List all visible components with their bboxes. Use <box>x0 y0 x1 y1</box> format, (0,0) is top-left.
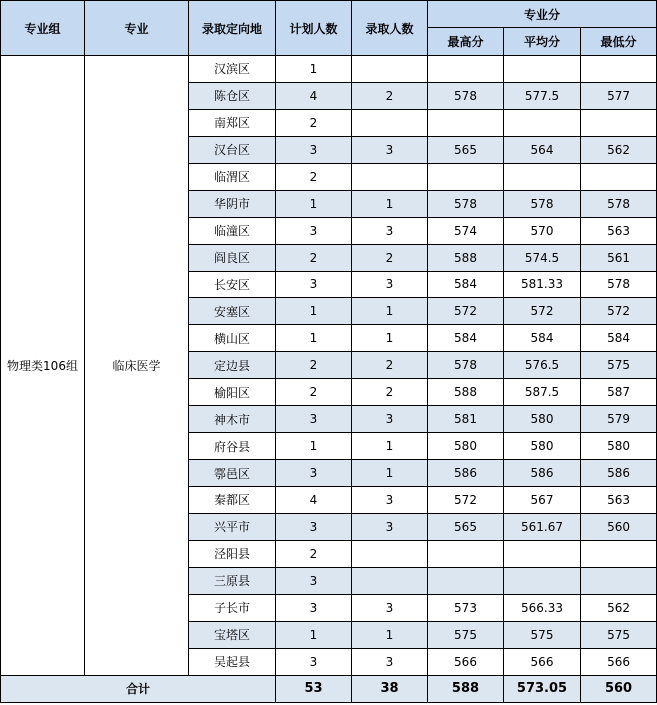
avg-cell: 580 <box>504 406 581 433</box>
planned-cell: 3 <box>276 513 352 540</box>
avg-cell <box>504 540 581 567</box>
max-cell: 586 <box>428 460 504 487</box>
avg-cell: 586 <box>504 460 581 487</box>
planned-cell: 1 <box>276 190 352 217</box>
planned-cell: 3 <box>276 271 352 298</box>
admitted-cell: 3 <box>352 487 428 514</box>
admitted-cell: 2 <box>352 352 428 379</box>
admitted-cell <box>352 109 428 136</box>
admitted-cell: 3 <box>352 136 428 163</box>
max-cell: 572 <box>428 487 504 514</box>
planned-cell: 3 <box>276 567 352 594</box>
district-cell: 宝塔区 <box>189 621 276 648</box>
district-cell: 子长市 <box>189 594 276 621</box>
avg-cell <box>504 567 581 594</box>
admitted-cell <box>352 56 428 83</box>
district-cell: 府谷县 <box>189 433 276 460</box>
max-cell <box>428 163 504 190</box>
admitted-cell: 1 <box>352 621 428 648</box>
admitted-cell: 1 <box>352 298 428 325</box>
min-cell: 563 <box>581 487 657 514</box>
header-max: 最高分 <box>428 28 504 56</box>
min-cell: 584 <box>581 325 657 352</box>
district-cell: 临潼区 <box>189 217 276 244</box>
planned-cell: 3 <box>276 460 352 487</box>
planned-cell: 1 <box>276 56 352 83</box>
min-cell: 562 <box>581 136 657 163</box>
min-cell <box>581 109 657 136</box>
header-group: 专业组 <box>1 1 85 56</box>
max-cell: 581 <box>428 406 504 433</box>
max-cell: 565 <box>428 513 504 540</box>
total-max: 588 <box>428 675 504 702</box>
admitted-cell: 2 <box>352 244 428 271</box>
max-cell <box>428 567 504 594</box>
min-cell: 578 <box>581 190 657 217</box>
total-row <box>1 675 657 702</box>
max-cell: 575 <box>428 621 504 648</box>
avg-cell: 570 <box>504 217 581 244</box>
max-cell <box>428 540 504 567</box>
group-cell: 物理类106组 <box>1 56 85 676</box>
max-cell: 578 <box>428 190 504 217</box>
max-cell: 578 <box>428 82 504 109</box>
min-cell: 561 <box>581 244 657 271</box>
planned-cell: 3 <box>276 136 352 163</box>
district-cell: 临渭区 <box>189 163 276 190</box>
max-cell: 574 <box>428 217 504 244</box>
district-cell: 华阴市 <box>189 190 276 217</box>
district-cell: 阎良区 <box>189 244 276 271</box>
planned-cell: 4 <box>276 487 352 514</box>
admitted-cell: 2 <box>352 379 428 406</box>
total-planned: 53 <box>276 675 352 702</box>
admitted-cell: 3 <box>352 406 428 433</box>
max-cell <box>428 109 504 136</box>
planned-cell: 2 <box>276 109 352 136</box>
avg-cell: 567 <box>504 487 581 514</box>
planned-cell: 2 <box>276 540 352 567</box>
min-cell <box>581 540 657 567</box>
min-cell <box>581 56 657 83</box>
admitted-cell: 1 <box>352 460 428 487</box>
header-planned: 计划人数 <box>276 1 352 56</box>
total-avg: 573.05 <box>504 675 581 702</box>
admitted-cell: 3 <box>352 271 428 298</box>
avg-cell: 566 <box>504 648 581 675</box>
planned-cell: 3 <box>276 406 352 433</box>
total-label: 合计 <box>1 675 276 702</box>
district-cell: 安塞区 <box>189 298 276 325</box>
major-cell: 临床医学 <box>85 56 189 676</box>
min-cell: 580 <box>581 433 657 460</box>
avg-cell: 578 <box>504 190 581 217</box>
district-cell: 汉台区 <box>189 136 276 163</box>
planned-cell: 1 <box>276 433 352 460</box>
planned-cell: 2 <box>276 163 352 190</box>
district-cell: 神木市 <box>189 406 276 433</box>
min-cell: 586 <box>581 460 657 487</box>
district-cell: 鄠邑区 <box>189 460 276 487</box>
district-cell: 长安区 <box>189 271 276 298</box>
district-cell: 兴平市 <box>189 513 276 540</box>
header-admitted: 录取人数 <box>352 1 428 56</box>
avg-cell <box>504 109 581 136</box>
max-cell: 580 <box>428 433 504 460</box>
district-cell: 定边县 <box>189 352 276 379</box>
planned-cell: 2 <box>276 352 352 379</box>
min-cell: 575 <box>581 621 657 648</box>
min-cell: 572 <box>581 298 657 325</box>
avg-cell <box>504 56 581 83</box>
district-cell: 榆阳区 <box>189 379 276 406</box>
max-cell <box>428 56 504 83</box>
planned-cell: 1 <box>276 325 352 352</box>
admitted-cell: 1 <box>352 433 428 460</box>
district-cell: 横山区 <box>189 325 276 352</box>
min-cell: 566 <box>581 648 657 675</box>
planned-cell: 3 <box>276 648 352 675</box>
min-cell: 587 <box>581 379 657 406</box>
min-cell <box>581 567 657 594</box>
district-cell: 汉滨区 <box>189 56 276 83</box>
planned-cell: 3 <box>276 217 352 244</box>
total-min: 560 <box>581 675 657 702</box>
avg-cell: 561.67 <box>504 513 581 540</box>
min-cell: 578 <box>581 271 657 298</box>
max-cell: 572 <box>428 298 504 325</box>
min-cell: 579 <box>581 406 657 433</box>
max-cell: 565 <box>428 136 504 163</box>
admitted-cell <box>352 540 428 567</box>
admitted-cell: 1 <box>352 325 428 352</box>
avg-cell: 584 <box>504 325 581 352</box>
max-cell: 588 <box>428 379 504 406</box>
max-cell: 566 <box>428 648 504 675</box>
avg-cell: 581.33 <box>504 271 581 298</box>
header-major: 专业 <box>85 1 189 56</box>
header-district: 录取定向地 <box>189 1 276 56</box>
district-cell: 泾阳县 <box>189 540 276 567</box>
min-cell: 577 <box>581 82 657 109</box>
max-cell: 588 <box>428 244 504 271</box>
avg-cell: 564 <box>504 136 581 163</box>
min-cell <box>581 163 657 190</box>
avg-cell: 575 <box>504 621 581 648</box>
district-cell: 陈仓区 <box>189 82 276 109</box>
planned-cell: 4 <box>276 82 352 109</box>
avg-cell: 577.5 <box>504 82 581 109</box>
admitted-cell <box>352 163 428 190</box>
avg-cell: 587.5 <box>504 379 581 406</box>
max-cell: 578 <box>428 352 504 379</box>
admitted-cell: 3 <box>352 217 428 244</box>
max-cell: 584 <box>428 271 504 298</box>
header-score: 专业分 <box>428 1 657 28</box>
min-cell: 575 <box>581 352 657 379</box>
district-cell: 秦都区 <box>189 487 276 514</box>
table-row <box>1 56 657 83</box>
max-cell: 573 <box>428 594 504 621</box>
planned-cell: 3 <box>276 594 352 621</box>
admitted-cell: 3 <box>352 648 428 675</box>
planned-cell: 2 <box>276 379 352 406</box>
planned-cell: 2 <box>276 244 352 271</box>
table-body <box>1 56 657 676</box>
admitted-cell: 1 <box>352 190 428 217</box>
avg-cell: 572 <box>504 298 581 325</box>
avg-cell: 566.33 <box>504 594 581 621</box>
district-cell: 吴起县 <box>189 648 276 675</box>
min-cell: 563 <box>581 217 657 244</box>
total-admitted: 38 <box>352 675 428 702</box>
min-cell: 562 <box>581 594 657 621</box>
admitted-cell <box>352 567 428 594</box>
header-avg: 平均分 <box>504 28 581 56</box>
avg-cell: 574.5 <box>504 244 581 271</box>
planned-cell: 1 <box>276 298 352 325</box>
avg-cell: 580 <box>504 433 581 460</box>
max-cell: 584 <box>428 325 504 352</box>
admitted-cell: 3 <box>352 513 428 540</box>
planned-cell: 1 <box>276 621 352 648</box>
admitted-cell: 3 <box>352 594 428 621</box>
district-cell: 南郑区 <box>189 109 276 136</box>
min-cell: 560 <box>581 513 657 540</box>
header-min: 最低分 <box>581 28 657 56</box>
avg-cell: 576.5 <box>504 352 581 379</box>
district-cell: 三原县 <box>189 567 276 594</box>
admitted-cell: 2 <box>352 82 428 109</box>
avg-cell <box>504 163 581 190</box>
